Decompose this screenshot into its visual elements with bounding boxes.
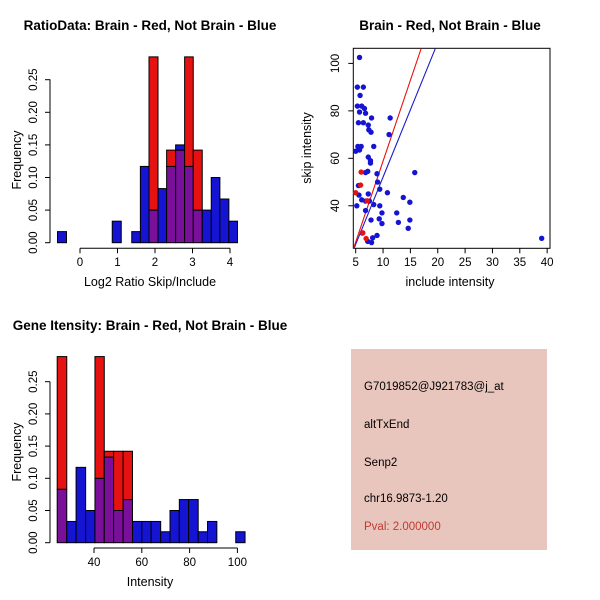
- data-point-blue: [377, 216, 382, 221]
- data-point-blue: [371, 202, 376, 207]
- bar-segment-blue: [179, 500, 188, 543]
- data-point-blue: [368, 217, 373, 222]
- bar-segment-red: [193, 150, 202, 210]
- bar-segment-blue: [198, 532, 207, 543]
- x-tick-label: 80: [183, 557, 196, 569]
- bar-segment-overlap: [104, 457, 113, 543]
- y-tick-label: 0.00: [28, 231, 40, 254]
- bar-segment-red: [167, 150, 176, 166]
- x-tick-label: 5: [352, 257, 359, 269]
- x-tick-label: 3: [189, 257, 196, 269]
- gene-hist-ylabel: Frequency: [10, 422, 24, 482]
- y-tick-label: 0.20: [28, 402, 40, 426]
- y-tick-label: 0.00: [28, 531, 40, 554]
- data-point-blue: [355, 84, 360, 89]
- event-type-text: altTxEnd: [364, 419, 410, 431]
- probe-id-text: G7019852@J921783@j_at: [364, 381, 504, 393]
- data-point-blue: [362, 106, 367, 111]
- data-point-blue: [379, 221, 384, 226]
- x-tick-label: 40: [540, 257, 554, 269]
- bar-segment-blue: [220, 199, 229, 243]
- bar-segment-blue: [202, 210, 211, 243]
- scatter-xlabel: include intensity: [405, 275, 495, 289]
- y-tick-label: 0.05: [28, 198, 40, 222]
- data-point-blue: [394, 210, 399, 215]
- bar-segment-blue: [86, 511, 95, 543]
- bar-segment-blue: [140, 166, 149, 242]
- y-tick-label: 60: [330, 151, 342, 165]
- data-point-blue: [386, 132, 391, 137]
- data-point-blue: [377, 186, 382, 191]
- bar-segment-red: [104, 451, 113, 457]
- data-point-blue: [366, 191, 371, 196]
- bar-segment-blue: [189, 500, 199, 543]
- data-point-blue: [361, 120, 366, 125]
- data-point-blue: [365, 169, 370, 174]
- bar-segment-blue: [176, 145, 185, 150]
- data-point-blue: [369, 115, 374, 120]
- data-point-blue: [371, 144, 376, 149]
- x-tick-label: 35: [513, 257, 527, 269]
- locus-text: chr16.9873-1.20: [364, 493, 448, 505]
- bar-segment-blue: [67, 521, 76, 542]
- y-tick-label: 0.10: [28, 166, 40, 189]
- x-tick-label: 4: [226, 257, 234, 269]
- pval-text: Pval: 2.000000: [364, 521, 441, 533]
- data-point-blue: [539, 236, 544, 241]
- y-tick-label: 0.15: [28, 133, 40, 157]
- bar-segment-overlap: [185, 166, 194, 242]
- data-point-blue: [368, 160, 373, 165]
- bar-segment-red: [95, 357, 104, 479]
- bar-segment-blue: [132, 521, 141, 542]
- data-point-blue: [385, 190, 390, 195]
- bar-segment-overlap: [95, 478, 104, 542]
- data-point-blue: [370, 235, 375, 240]
- x-tick-label: 10: [376, 257, 390, 269]
- bar-segment-blue: [170, 511, 179, 543]
- data-point-red: [358, 169, 363, 174]
- bar-segment-blue: [132, 232, 141, 243]
- bar-segment-blue: [58, 232, 67, 243]
- x-tick-label: 40: [87, 557, 101, 569]
- data-point-red: [364, 198, 369, 203]
- ratio_hist-plot: [28, 57, 238, 269]
- bar-segment-blue: [151, 521, 161, 542]
- ratio-hist-title: RatioData: Brain - Red, Not Brain - Blue: [23, 18, 277, 33]
- data-point-blue: [363, 208, 368, 213]
- plot-box: [353, 48, 550, 248]
- bar-segment-red: [114, 451, 124, 510]
- x-tick-label: 1: [114, 257, 121, 269]
- bar-segment-blue: [161, 532, 170, 543]
- data-point-blue: [407, 200, 412, 205]
- data-point-blue: [357, 109, 362, 114]
- y-tick-label: 0.25: [28, 370, 40, 393]
- data-point-blue: [412, 170, 417, 175]
- data-point-blue: [396, 220, 401, 225]
- fit-line-not-brain: [354, 48, 436, 250]
- y-tick-label: 0.20: [28, 101, 40, 124]
- gene-hist-xlabel: Intensity: [126, 575, 174, 589]
- scatter-plot: [330, 48, 554, 269]
- gene-name-text: Senp2: [364, 457, 398, 469]
- x-tick-label: 0: [76, 257, 84, 269]
- x-tick-label: 60: [135, 557, 149, 569]
- data-point-blue: [357, 55, 362, 60]
- bar-segment-red: [185, 57, 194, 167]
- bar-segment-blue: [142, 521, 151, 542]
- x-tick-label: 20: [431, 257, 445, 269]
- bar-segment-blue: [229, 221, 238, 243]
- bar-segment-overlap: [57, 489, 67, 542]
- data-point-blue: [354, 203, 359, 208]
- data-point-blue: [361, 84, 366, 89]
- bar-segment-blue: [236, 532, 245, 543]
- y-tick-label: 100: [330, 53, 342, 73]
- data-point-blue: [406, 226, 411, 231]
- data-point-blue: [369, 240, 374, 245]
- y-tick-label: 0.05: [28, 499, 40, 522]
- data-point-blue: [357, 93, 362, 98]
- ratio-hist-ylabel: Frequency: [10, 130, 24, 190]
- x-tick-label: 15: [404, 257, 417, 269]
- data-point-blue: [356, 120, 361, 125]
- y-tick-label: 0.15: [28, 434, 40, 458]
- y-tick-label: 40: [330, 199, 342, 213]
- data-point-blue: [363, 111, 368, 116]
- x-tick-label: 25: [458, 257, 472, 269]
- bar-segment-overlap: [193, 210, 202, 243]
- bar-segment-overlap: [176, 150, 185, 243]
- data-point-blue: [375, 179, 380, 184]
- data-point-blue: [366, 122, 371, 127]
- x-tick-label: 2: [151, 257, 159, 269]
- data-point-blue: [401, 195, 406, 200]
- bar-segment-blue: [211, 178, 220, 243]
- data-point-red: [363, 236, 368, 241]
- scatter-title: Brain - Red, Not Brain - Blue: [359, 18, 541, 33]
- y-tick-label: 0.25: [28, 68, 40, 91]
- data-point-red: [358, 182, 363, 187]
- data-point-blue: [407, 217, 412, 222]
- data-point-blue: [353, 149, 358, 154]
- x-tick-label: 100: [227, 557, 247, 569]
- x-tick-label: 30: [486, 257, 499, 269]
- y-tick-label: 80: [330, 104, 342, 118]
- data-point-blue: [374, 171, 379, 176]
- data-point-red: [360, 230, 365, 235]
- gene_hist-plot: [28, 357, 247, 569]
- bar-segment-blue: [76, 467, 86, 542]
- data-point-blue: [368, 130, 373, 135]
- data-point-blue: [377, 203, 382, 208]
- bar-segment-overlap: [149, 210, 158, 243]
- bar-segment-blue: [208, 521, 217, 542]
- bar-segment-red: [123, 451, 132, 499]
- y-tick-label: 0.10: [28, 467, 40, 490]
- gene-hist-title: Gene Itensity: Brain - Red, Not Brain - Blue: [12, 318, 288, 333]
- bar-segment-overlap: [167, 166, 176, 242]
- data-point-red: [353, 190, 358, 195]
- gene-info-panel: [351, 349, 547, 550]
- bar-segment-blue: [112, 221, 121, 243]
- bar-segment-blue: [158, 189, 167, 243]
- scatter-ylabel: skip intensity: [300, 112, 314, 184]
- bar-segment-overlap: [114, 511, 124, 543]
- bar-segment-red: [57, 357, 67, 490]
- data-point-blue: [387, 115, 392, 120]
- bar-segment-overlap: [123, 500, 132, 543]
- data-point-blue: [379, 210, 384, 215]
- ratio-hist-xlabel: Log2 Ratio Skip/Include: [83, 275, 217, 289]
- bar-segment-red: [149, 57, 158, 210]
